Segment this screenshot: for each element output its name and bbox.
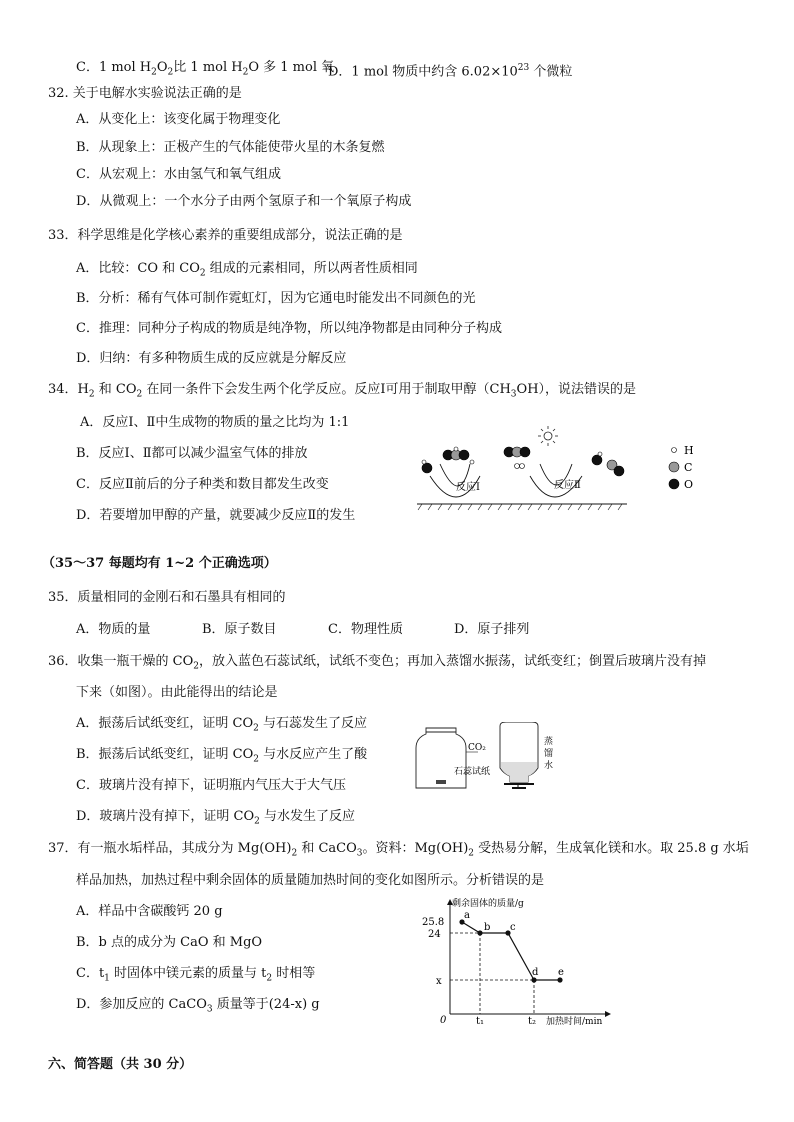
point-e	[557, 977, 562, 982]
q36-stem-line1: 36．收集一瓶干燥的 $CO_2$，放入蓝色石蕊试纸，试纸不变色；再加入蒸馏水振荡，试纸变红；倒置后玻璃片没有掉	[48, 654, 707, 672]
q36-option-c: C．玻璃片没有掉下，证明瓶内气压大于大气压	[76, 778, 346, 793]
q34-option-b: B．反应Ⅰ、Ⅱ都可以减少温室气体的排放	[76, 446, 308, 461]
x-tick-t2: t₂	[528, 1016, 537, 1027]
point-c-label: c	[510, 922, 516, 933]
legend-h: H	[684, 444, 694, 457]
q37-option-b: B．b 点的成分为 CaO 和 MgO	[76, 935, 263, 950]
q36-bottle-figure	[414, 722, 594, 794]
point-e-label: e	[558, 967, 564, 978]
water-label-2: 馏	[544, 749, 554, 759]
q35-option-a: A．物质的量	[76, 622, 151, 637]
q33-option-b: B．分析：稀有气体可制作霓虹灯，因为它通电时能发出不同颜色的光	[76, 291, 476, 306]
q32-option-d: D．从微观上：一个水分子由两个氢原子和一个氧原子构成	[76, 194, 412, 209]
q33-option-c: C．推理：同种分子构成的物质是纯净物，所以纯净物都是由同种分子构成	[76, 321, 502, 336]
light-icon	[538, 426, 558, 446]
q33-option-a: A．比较：CO 和 $CO_2$ 组成的元素相同，所以两者性质相同	[76, 261, 418, 279]
origin-label: 0	[440, 1015, 447, 1026]
q33-stem: 33．科学思维是化学核心素养的重要组成部分，说法正确的是	[48, 228, 403, 243]
co2-label: CO₂	[468, 743, 486, 753]
y-tick-25-8: 25.8	[422, 917, 445, 928]
x-axis-label: 加热时间/min	[546, 1017, 603, 1027]
y-tick-x: x	[436, 976, 442, 987]
legend-c: C	[684, 461, 693, 474]
q32-option-c: C．从宏观上：水由氢气和氧气组成	[76, 167, 281, 182]
q31-option-c: C．1 mol $H_2O_2$比 1 mol $H_2O$ 多 1 mol 氧	[76, 60, 335, 78]
q37-option-a: A．样品中含碳酸钙 20 g	[76, 904, 223, 919]
q34-option-c: C．反应Ⅱ前后的分子种类和数目都发生改变	[76, 477, 329, 492]
q35-option-c: C．物理性质	[328, 622, 403, 637]
reaction-1-label: 反应Ⅰ	[456, 482, 480, 493]
water-label-3: 水	[544, 761, 554, 771]
legend-o: O	[684, 478, 694, 491]
q34-reaction-figure	[412, 418, 712, 518]
q32-stem: 32. 关于电解水实验说法正确的是	[48, 86, 242, 101]
q33-option-d: D．归纳：有多种物质生成的反应就是分解反应	[76, 351, 347, 366]
water-label-1: 蒸	[544, 737, 554, 747]
point-a-label: a	[464, 910, 470, 921]
q34-option-a: A．反应Ⅰ、Ⅱ中生成物的物质的量之比均为 1:1	[80, 415, 350, 430]
q37-stem-line2: 样品加热，加热过程中剩余固体的质量随加热时间的变化如图所示。分析错误的是	[76, 873, 545, 888]
q34-stem: 34．$H_2$ 和 $CO_2$ 在同一条件下会发生两个化学反应。反应Ⅰ可用于制取甲醇$(CH_3OH)$，说法错误的是	[48, 382, 637, 400]
q37-option-c: C．$t_1$ 时固体中镁元素的质量与 $t_2$ 时相等	[76, 966, 316, 984]
section-note: （35～37 每题均有 1~2 个正确选项）	[42, 556, 277, 571]
x-tick-t1: t₁	[476, 1016, 485, 1027]
y-tick-24: 24	[428, 929, 441, 940]
q32-option-a: A．从变化上：该变化属于物理变化	[76, 112, 281, 127]
co2-molecule	[504, 447, 530, 457]
q32-option-b: B．从现象上：正极产生的气体能使带火星的木条复燃	[76, 140, 385, 155]
q37-option-d: D．参加反应的 CaCO$_3$ 质量等于(24-x) g	[76, 997, 320, 1015]
point-d-label: d	[532, 967, 539, 978]
q35-stem: 35．质量相同的金刚石和石墨具有相同的	[48, 590, 286, 605]
q36-stem-line2: 下来（如图）。由此能得出的结论是	[76, 685, 278, 700]
y-axis-label: 剩余固体的质量/g	[452, 899, 524, 909]
point-b	[477, 930, 482, 935]
q35-option-b: B．原子数目	[202, 622, 277, 637]
co2-molecule	[443, 447, 469, 460]
q36-option-b: B．振荡后试纸变红，证明 $CO_2$ 与水反应产生了酸	[76, 747, 368, 765]
q37-mass-chart	[412, 896, 612, 1028]
q36-option-a: A．振荡后试纸变红，证明 $CO_2$ 与石蕊发生了反应	[76, 716, 368, 734]
point-b-label: b	[484, 922, 491, 933]
section-6-heading: 六、简答题（共 30 分）	[48, 1057, 193, 1072]
q31-option-d: D．1 mol 物质中约含 $6.02\times 10^{23}$ 个微粒	[328, 63, 573, 80]
q35-option-d: D．原子排列	[454, 622, 530, 637]
litmus-label: 石蕊试纸	[454, 767, 491, 777]
point-d	[531, 977, 536, 982]
atom-legend	[669, 448, 679, 490]
q34-option-d: D．若要增加甲醇的产量，就要减少反应Ⅱ的发生	[76, 508, 356, 523]
reaction-2-label: 反应Ⅱ	[554, 480, 581, 491]
q37-stem-line1: 37．有一瓶水垢样品，其成分为 $Mg(OH)_2$ 和 CaCO$_3$。资料：$Mg(OH)_2$ 受热易分解，生成氧化镁和水。取 25.8 g 水垢	[48, 841, 749, 859]
h2-molecule	[515, 464, 525, 469]
q36-option-d: D．玻璃片没有掉下，证明 $CO_2$ 与水发生了反应	[76, 809, 356, 827]
